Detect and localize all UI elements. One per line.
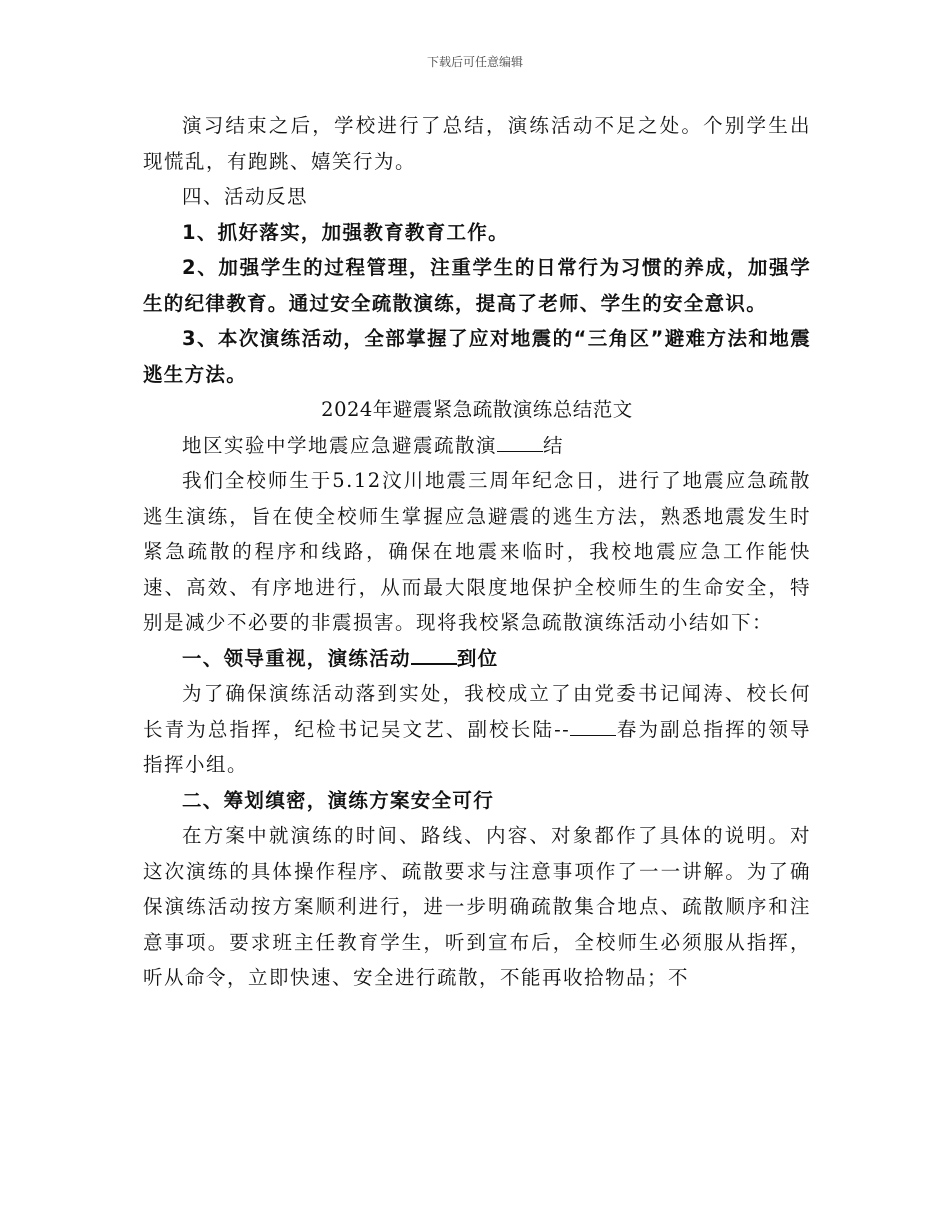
- document-title: 2024年避震紧急疏散演练总结范文: [321, 398, 633, 421]
- section-heading-leadership: [143, 641, 811, 677]
- reflection-item-2: 2、加强学生的过程管理，注重学生的日常行为习惯的养成，加强学生的纪律教育。通过安全疏散演练，提高了老师、学生的安全意识。: [143, 256, 811, 315]
- document-subtitle: [143, 428, 811, 464]
- document-body: [143, 108, 811, 996]
- heading-1-part-1: 一、领导重视，演练活动: [182, 646, 411, 670]
- heading-1-blank: [411, 643, 457, 665]
- page-header-note: 下载后可任意编辑: [426, 55, 523, 69]
- reflection-item-1: 1、抓好落实，加强教育教育工作。: [182, 220, 509, 244]
- subtitle-part-1: 地区实验中学地震应急避震疏散演: [182, 433, 498, 457]
- subtitle-blank: [497, 431, 543, 452]
- section-heading-reflection: 四、活动反思: [182, 185, 309, 208]
- leadership-blank: [570, 715, 616, 736]
- leadership-part-2: 春为副总指挥的领导指挥小组。: [143, 717, 811, 776]
- paragraph-planning: 在方案中就演练的时间、路线、内容、对象都作了具体的说明。对这次演练的具体操作程序、疏散要求与注意事项作了一一讲解。为了确保演练活动按方案顺利进行，进一步明确疏散集合地点、疏散顺序和注意事项。要求班主任教育学生，听到宣布后，全校师生必须服从指挥，听从命令，立即快速、安全进行疏散，不能再收拾物品；不: [143, 824, 811, 989]
- paragraph-summary: 演习结束之后，学校进行了总结，演练活动不足之处。个别学生出现慌乱，有跑跳、嬉笑行为。: [143, 114, 811, 173]
- paragraph-leadership: [143, 676, 811, 783]
- leadership-part-1: 为了确保演练活动落到实处，我校成立了由党委书记闻涛、校长何长青为总指挥，纪检书记吴文艺、副校长陆--: [143, 682, 811, 741]
- subtitle-part-2: 结: [543, 433, 565, 457]
- paragraph-intro: 我们全校师生于5.12汶川地震三周年纪念日，进行了地震应急疏散逃生演练，旨在使全校师生掌握应急避震的逃生方法，熟悉地震发生时紧急疏散的程序和线路，确保在地震来临时，我校地震应急工作能快速、高效、有序地进行，从而最大限度地保护全校师生的生命安全，特别是减少不必要的非震损害。现将我校紧急疏散演练活动小结如下：: [143, 469, 811, 634]
- heading-1-part-2: 到位: [456, 646, 499, 670]
- reflection-item-3: 3、本次演练活动，全部掌握了应对地震的“三角区”避难方法和地震逃生方法。: [143, 327, 811, 386]
- section-heading-planning: 二、筹划缜密，演练方案安全可行: [182, 788, 495, 812]
